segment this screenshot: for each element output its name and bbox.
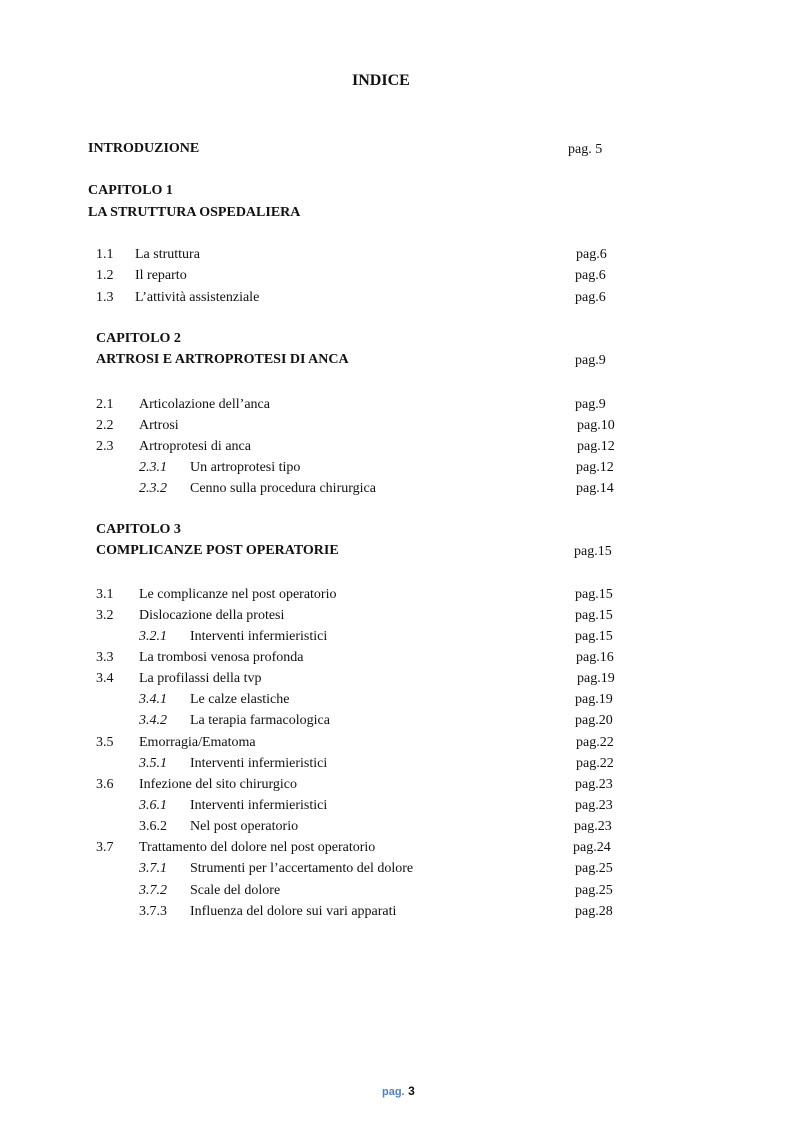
- chapter2-page: pag.9: [575, 353, 606, 368]
- toc-entry-page: pag.25: [575, 883, 613, 898]
- chapter2-title: ARTROSI E ARTROPROTESI DI ANCA: [96, 352, 349, 367]
- toc-entry-page: pag.14: [576, 481, 614, 496]
- toc-entry-page: pag.22: [576, 735, 614, 750]
- toc-subentry-number: 3.6.1: [139, 798, 167, 813]
- toc-entry-page: pag.16: [576, 650, 614, 665]
- toc-entry-number: 3.3: [96, 650, 114, 665]
- toc-entry-label: La trombosi venosa profonda: [139, 650, 304, 665]
- chapter3-title: COMPLICANZE POST OPERATORIE: [96, 543, 339, 558]
- toc-subentry-number: 3.2.1: [139, 629, 167, 644]
- toc-entry-page: pag.15: [575, 587, 613, 602]
- toc-subentry-number: 3.7.3: [139, 904, 167, 919]
- toc-subentry-number: 3.7.1: [139, 861, 167, 876]
- toc-entry-page: pag.6: [575, 268, 606, 283]
- toc-entry-number: 3.2: [96, 608, 114, 623]
- toc-entry-number: 1.1: [96, 247, 114, 262]
- toc-entry-label: Strumenti per l’accertamento del dolore: [190, 861, 414, 876]
- toc-entry-label: Interventi infermieristici: [190, 629, 328, 644]
- toc-entry-number: 2.1: [96, 397, 114, 412]
- toc-subentry-number: 3.5.1: [139, 756, 167, 771]
- chapter2-heading: CAPITOLO 2: [96, 331, 181, 346]
- toc-entry-page: pag.24: [573, 840, 611, 855]
- toc-entry-page: pag.20: [575, 713, 613, 728]
- toc-entry-number: 3.6: [96, 777, 114, 792]
- toc-entry-label: Emorragia/Ematoma: [139, 735, 256, 750]
- toc-subentry-number: 3.4.1: [139, 692, 167, 707]
- toc-entry-number: 3.4: [96, 671, 114, 686]
- toc-entry-label: La struttura: [135, 247, 200, 262]
- toc-entry-label: Dislocazione della protesi: [139, 608, 285, 623]
- chapter1-heading: CAPITOLO 1: [88, 183, 173, 198]
- toc-subentry-number: 2.3.2: [139, 481, 167, 496]
- toc-subentry-number: 3.4.2: [139, 713, 167, 728]
- toc-entry-number: 1.2: [96, 268, 114, 283]
- toc-entry-page: pag.22: [576, 756, 614, 771]
- toc-entry-label: Cenno sulla procedura chirurgica: [190, 481, 376, 496]
- toc-entry-label: Le complicanze nel post operatorio: [139, 587, 337, 602]
- toc-entry-label: Scale del dolore: [190, 883, 281, 898]
- toc-entry-number: 3.1: [96, 587, 114, 602]
- toc-entry-label: Un artroprotesi tipo: [190, 460, 301, 475]
- toc-entry-page: pag.23: [575, 777, 613, 792]
- toc-intro-page: pag. 5: [568, 142, 603, 157]
- toc-entry-label: Interventi infermieristici: [190, 756, 328, 771]
- toc-entry-page: pag.23: [574, 819, 612, 834]
- toc-entry-number: 2.2: [96, 418, 114, 433]
- toc-entry-page: pag.15: [575, 608, 613, 623]
- toc-entry-page: pag.9: [575, 397, 606, 412]
- page-title: INDICE: [352, 72, 410, 89]
- toc-entry-page: pag.12: [576, 460, 614, 475]
- chapter1-title: LA STRUTTURA OSPEDALIERA: [88, 205, 301, 220]
- toc-entry-number: 2.3: [96, 439, 114, 454]
- toc-entry-page: pag.15: [575, 629, 613, 644]
- toc-entry-page: pag.12: [577, 439, 615, 454]
- toc-subentry-number: 2.3.1: [139, 460, 167, 475]
- chapter3-heading: CAPITOLO 3: [96, 522, 181, 537]
- toc-entry-label: Nel post operatorio: [190, 819, 299, 834]
- toc-entry-page: pag.6: [575, 290, 606, 305]
- toc-entry-label: Artrosi: [139, 418, 179, 433]
- toc-entry-page: pag.28: [575, 904, 613, 919]
- toc-intro-label: INTRODUZIONE: [88, 141, 200, 156]
- toc-entry-page: pag.23: [575, 798, 613, 813]
- toc-entry-label: Le calze elastiche: [190, 692, 290, 707]
- toc-entry-label: Infezione del sito chirurgico: [139, 777, 297, 792]
- toc-entry-label: Il reparto: [135, 268, 187, 283]
- toc-entry-number: 3.5: [96, 735, 114, 750]
- toc-entry-page: pag.19: [575, 692, 613, 707]
- toc-entry-label: Articolazione dell’anca: [139, 397, 270, 412]
- toc-entry-page: pag.25: [575, 861, 613, 876]
- toc-subentry-number: 3.6.2: [139, 819, 167, 834]
- chapter3-page: pag.15: [574, 544, 612, 559]
- toc-entry-page: pag.19: [577, 671, 615, 686]
- toc-entry-label: L’attività assistenziale: [135, 290, 260, 305]
- toc-entry-label: Trattamento del dolore nel post operatorio: [139, 840, 376, 855]
- toc-entry-page: pag.6: [576, 247, 607, 262]
- toc-entry-label: Influenza del dolore sui vari apparati: [190, 904, 397, 919]
- toc-entry-number: 1.3: [96, 290, 114, 305]
- toc-entry-label: La terapia farmacologica: [190, 713, 330, 728]
- toc-entry-label: Interventi infermieristici: [190, 798, 328, 813]
- toc-entry-label: Artroprotesi di anca: [139, 439, 251, 454]
- toc-entry-page: pag.10: [577, 418, 615, 433]
- toc-subentry-number: 3.7.2: [139, 883, 167, 898]
- toc-entry-number: 3.7: [96, 840, 114, 855]
- page-footer: [382, 1085, 415, 1099]
- toc-entry-label: La profilassi della tvp: [139, 671, 262, 686]
- footer-page-number: 3: [408, 1084, 415, 1098]
- footer-label: pag.: [382, 1086, 405, 1098]
